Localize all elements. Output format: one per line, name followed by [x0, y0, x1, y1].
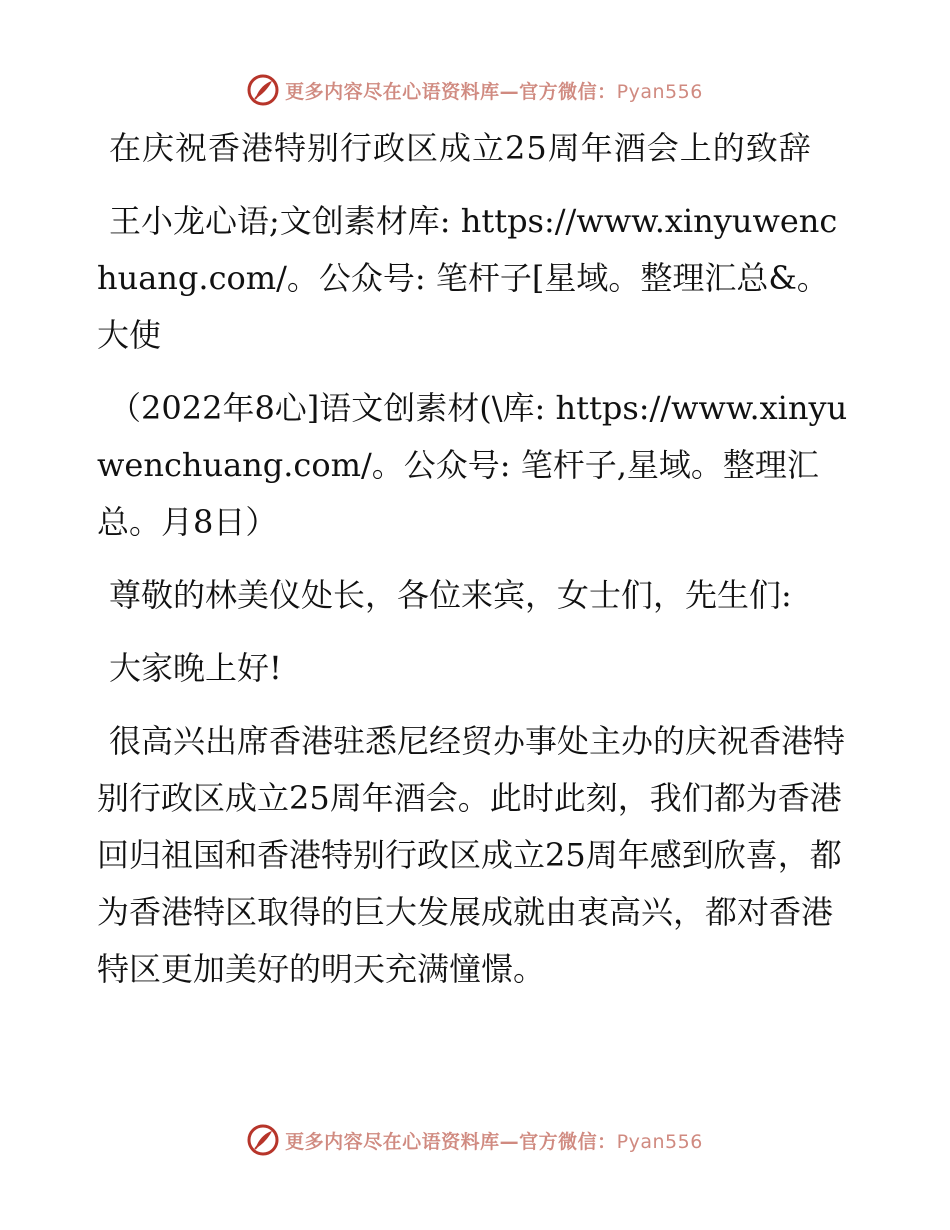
greeting: 大家晚上好!: [109, 649, 282, 687]
body-paragraph: 很高兴出席香港驻悉尼经贸办事处主办的庆祝香港特别行政区成立25周年酒会。此时此刻，我们都为香港回归祖国和香港特别行政区成立25周年感到欣喜，都为香港特区取得的巨大发展成就由衷高兴，都对香港特区更加美好的明天充满憧憬。: [97, 722, 846, 988]
watermark-wechat-id: Pyan556: [616, 1130, 703, 1153]
watermark-text: [285, 77, 703, 104]
byline: 王小龙心语;文创素材库: https://www.xinyuwenchuang.com/。公众号: 笔杆子[星域。整理汇总&。大使: [97, 202, 838, 354]
watermark-footer: [0, 1120, 950, 1160]
salutation: 尊敬的林美仪处长，各位来宾，女士们，先生们:: [109, 576, 792, 614]
watermark-header: [0, 70, 950, 110]
date-line: （2022年8心]语文创素材(\库: https://www.xinyuwenchuang.com/。公众号: 笔杆子,星域。整理汇总。月8日）: [97, 389, 848, 541]
watermark-text: [285, 1127, 703, 1154]
watermark-label: 更多内容尽在心语资料库—官方微信：: [285, 80, 617, 103]
document-body: [97, 120, 857, 1014]
feather-seal-icon: [247, 74, 279, 106]
feather-seal-icon: [247, 1124, 279, 1156]
watermark-label: 更多内容尽在心语资料库—官方微信：: [285, 1130, 617, 1153]
document-title: 在庆祝香港特别行政区成立25周年酒会上的致辞: [109, 129, 812, 167]
watermark-wechat-id: Pyan556: [616, 80, 703, 103]
